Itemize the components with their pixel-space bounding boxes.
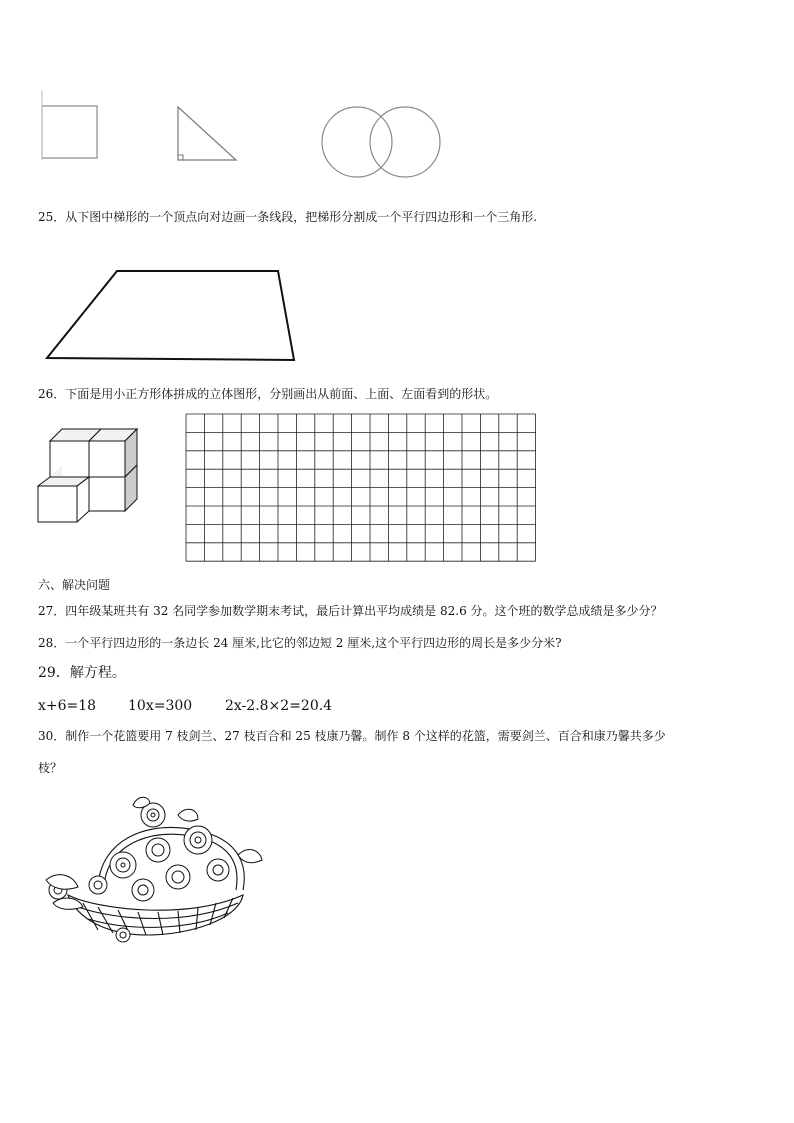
equation-1: x+6=18 [38, 698, 97, 714]
section-6-title: 六、解决问题 [38, 578, 111, 592]
question-30-line1: 30．制作一个花篮要用 7 枝剑兰、27 枝百合和 25 枝康乃馨。制作 8 个这样的花篮，需要剑兰、百合和康乃馨共多少 [38, 729, 666, 743]
question-29-title: 29．解方程。 [38, 665, 126, 681]
question-28: 28．一个平行四边形的一条边长 24 厘米,比它的邻边短 2 厘米,这个平行四边形的周长是多少分米? [38, 636, 562, 650]
question-30-line2: 枝？ [38, 761, 63, 775]
equation-2: 10x=300 [128, 698, 193, 714]
flower-basket-illustration [38, 795, 298, 955]
question-27: 27．四年级某班共有 32 名同学参加数学期末考试，最后计算出平均成绩是 82.6 分。这个班的数学总成绩是多少分？ [38, 604, 663, 618]
question-25: 25．从下图中梯形的一个顶点向对边画一条线段，把梯形分割成一个平行四边形和一个三角形. [38, 210, 538, 224]
equation-3: 2x-2.8×2=20.4 [225, 698, 333, 714]
question-26: 26．下面是用小正方形体拼成的立体图形，分别画出从前面、上面、左面看到的形状。 [38, 387, 498, 401]
